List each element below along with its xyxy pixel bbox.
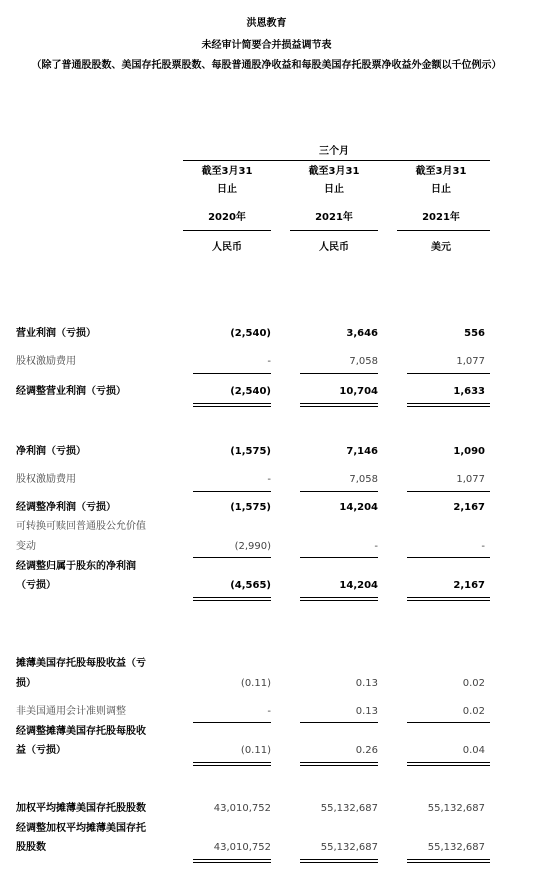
subtotal-rule <box>300 373 378 374</box>
row-value: - <box>481 541 485 552</box>
row-label: 股股数 <box>16 842 46 853</box>
row-value: 1,077 <box>456 474 485 485</box>
row-value: 1,633 <box>453 386 485 397</box>
row-value: 1,090 <box>453 446 485 457</box>
row-label: 经调整加权平均摊薄美国存托 <box>16 823 146 834</box>
col1-header-rule <box>183 230 271 231</box>
statement-title: 未经审计简要合并损益调节表 <box>201 40 332 51</box>
row-value: - <box>267 706 271 717</box>
col2-date: 截至3月31 <box>308 166 360 177</box>
total-double-rule <box>193 762 271 766</box>
row-label: 损） <box>16 678 36 689</box>
subtotal-rule <box>193 557 271 558</box>
col1-ended: 日止 <box>217 184 237 195</box>
col2-header-rule <box>290 230 378 231</box>
row-value: 43,010,752 <box>213 842 271 853</box>
total-double-rule <box>300 762 378 766</box>
row-value: 55,132,687 <box>427 842 485 853</box>
subtotal-rule <box>407 722 490 723</box>
subtotal-rule <box>300 491 378 492</box>
period-group-rule <box>183 160 490 161</box>
col2-currency: 人民币 <box>319 242 349 253</box>
total-double-rule <box>407 597 490 601</box>
row-value: 2,167 <box>453 502 485 513</box>
col3-currency: 美元 <box>431 242 451 253</box>
row-value: 55,132,687 <box>320 803 378 814</box>
row-value: - <box>374 541 378 552</box>
row-label: 经调整净利润（亏损） <box>16 502 116 513</box>
statement-subtitle: （除了普通股股数、美国存托股票股数、每股普通股净收益和每股美国存托股票净收益外金额以千位例示） <box>31 60 502 71</box>
row-value: 14,204 <box>339 580 378 591</box>
total-double-rule <box>193 597 271 601</box>
total-double-rule <box>407 403 490 407</box>
row-value: 3,646 <box>346 328 378 339</box>
row-label: 营业利润（亏损） <box>16 328 96 339</box>
row-value: 7,058 <box>349 356 378 367</box>
col3-ended: 日止 <box>431 184 451 195</box>
row-label: 可转换可赎回普通股公允价值 <box>16 521 146 532</box>
row-label: 加权平均摊薄美国存托股股数 <box>16 803 146 814</box>
row-value: 0.13 <box>355 706 378 717</box>
row-value: 10,704 <box>339 386 378 397</box>
row-value: (4,565) <box>230 580 271 591</box>
row-value: - <box>267 474 271 485</box>
row-label: 经调整营业利润（亏损） <box>16 386 126 397</box>
row-value: 0.13 <box>355 678 378 689</box>
total-double-rule <box>300 597 378 601</box>
subtotal-rule <box>407 491 490 492</box>
total-double-rule <box>193 859 271 863</box>
subtotal-rule <box>300 557 378 558</box>
total-double-rule <box>300 403 378 407</box>
row-value: 0.02 <box>462 678 485 689</box>
total-double-rule <box>407 762 490 766</box>
period-group-label: 三个月 <box>319 146 349 157</box>
row-label: 益（亏损） <box>16 745 66 756</box>
subtotal-rule <box>193 373 271 374</box>
row-value: 7,058 <box>349 474 378 485</box>
row-value: (2,540) <box>230 328 271 339</box>
row-value: - <box>267 356 271 367</box>
row-value: (2,540) <box>230 386 271 397</box>
subtotal-rule <box>193 491 271 492</box>
row-value: (2,990) <box>234 541 271 552</box>
row-value: 0.04 <box>462 745 485 756</box>
row-label: 非美国通用会计准则调整 <box>16 706 126 717</box>
col3-date: 截至3月31 <box>415 166 467 177</box>
row-value: (1,575) <box>230 446 271 457</box>
row-value: 0.26 <box>355 745 378 756</box>
row-value: 43,010,752 <box>213 803 271 814</box>
subtotal-rule <box>407 373 490 374</box>
company-name: 洪恩教育 <box>246 18 287 29</box>
row-value: 55,132,687 <box>320 842 378 853</box>
row-label: 变动 <box>16 541 36 552</box>
row-label: 摊薄美国存托股每股收益（亏 <box>16 658 146 669</box>
subtotal-rule <box>300 722 378 723</box>
total-double-rule <box>300 859 378 863</box>
col2-year: 2021年 <box>315 212 353 223</box>
row-value: 55,132,687 <box>427 803 485 814</box>
row-label: 经调整归属于股东的净利润 <box>16 561 136 572</box>
col3-header-rule <box>397 230 490 231</box>
row-label: 股权激励费用 <box>16 356 76 367</box>
col1-currency: 人民币 <box>212 242 242 253</box>
row-label: 净利润（亏损） <box>16 446 86 457</box>
col3-year: 2021年 <box>422 212 460 223</box>
row-value: 7,146 <box>346 446 378 457</box>
row-value: (0.11) <box>240 745 271 756</box>
row-label: （亏损） <box>16 580 56 591</box>
row-value: 556 <box>464 328 485 339</box>
row-value: 1,077 <box>456 356 485 367</box>
row-value: (1,575) <box>230 502 271 513</box>
row-value: 0.02 <box>462 706 485 717</box>
row-value: 2,167 <box>453 580 485 591</box>
col1-year: 2020年 <box>208 212 246 223</box>
subtotal-rule <box>193 722 271 723</box>
col1-date: 截至3月31 <box>201 166 253 177</box>
row-value: 14,204 <box>339 502 378 513</box>
row-value: (0.11) <box>240 678 271 689</box>
col2-ended: 日止 <box>324 184 344 195</box>
total-double-rule <box>193 403 271 407</box>
subtotal-rule <box>407 557 490 558</box>
row-label: 经调整摊薄美国存托股每股收 <box>16 726 146 737</box>
row-label: 股权激励费用 <box>16 474 76 485</box>
total-double-rule <box>407 859 490 863</box>
